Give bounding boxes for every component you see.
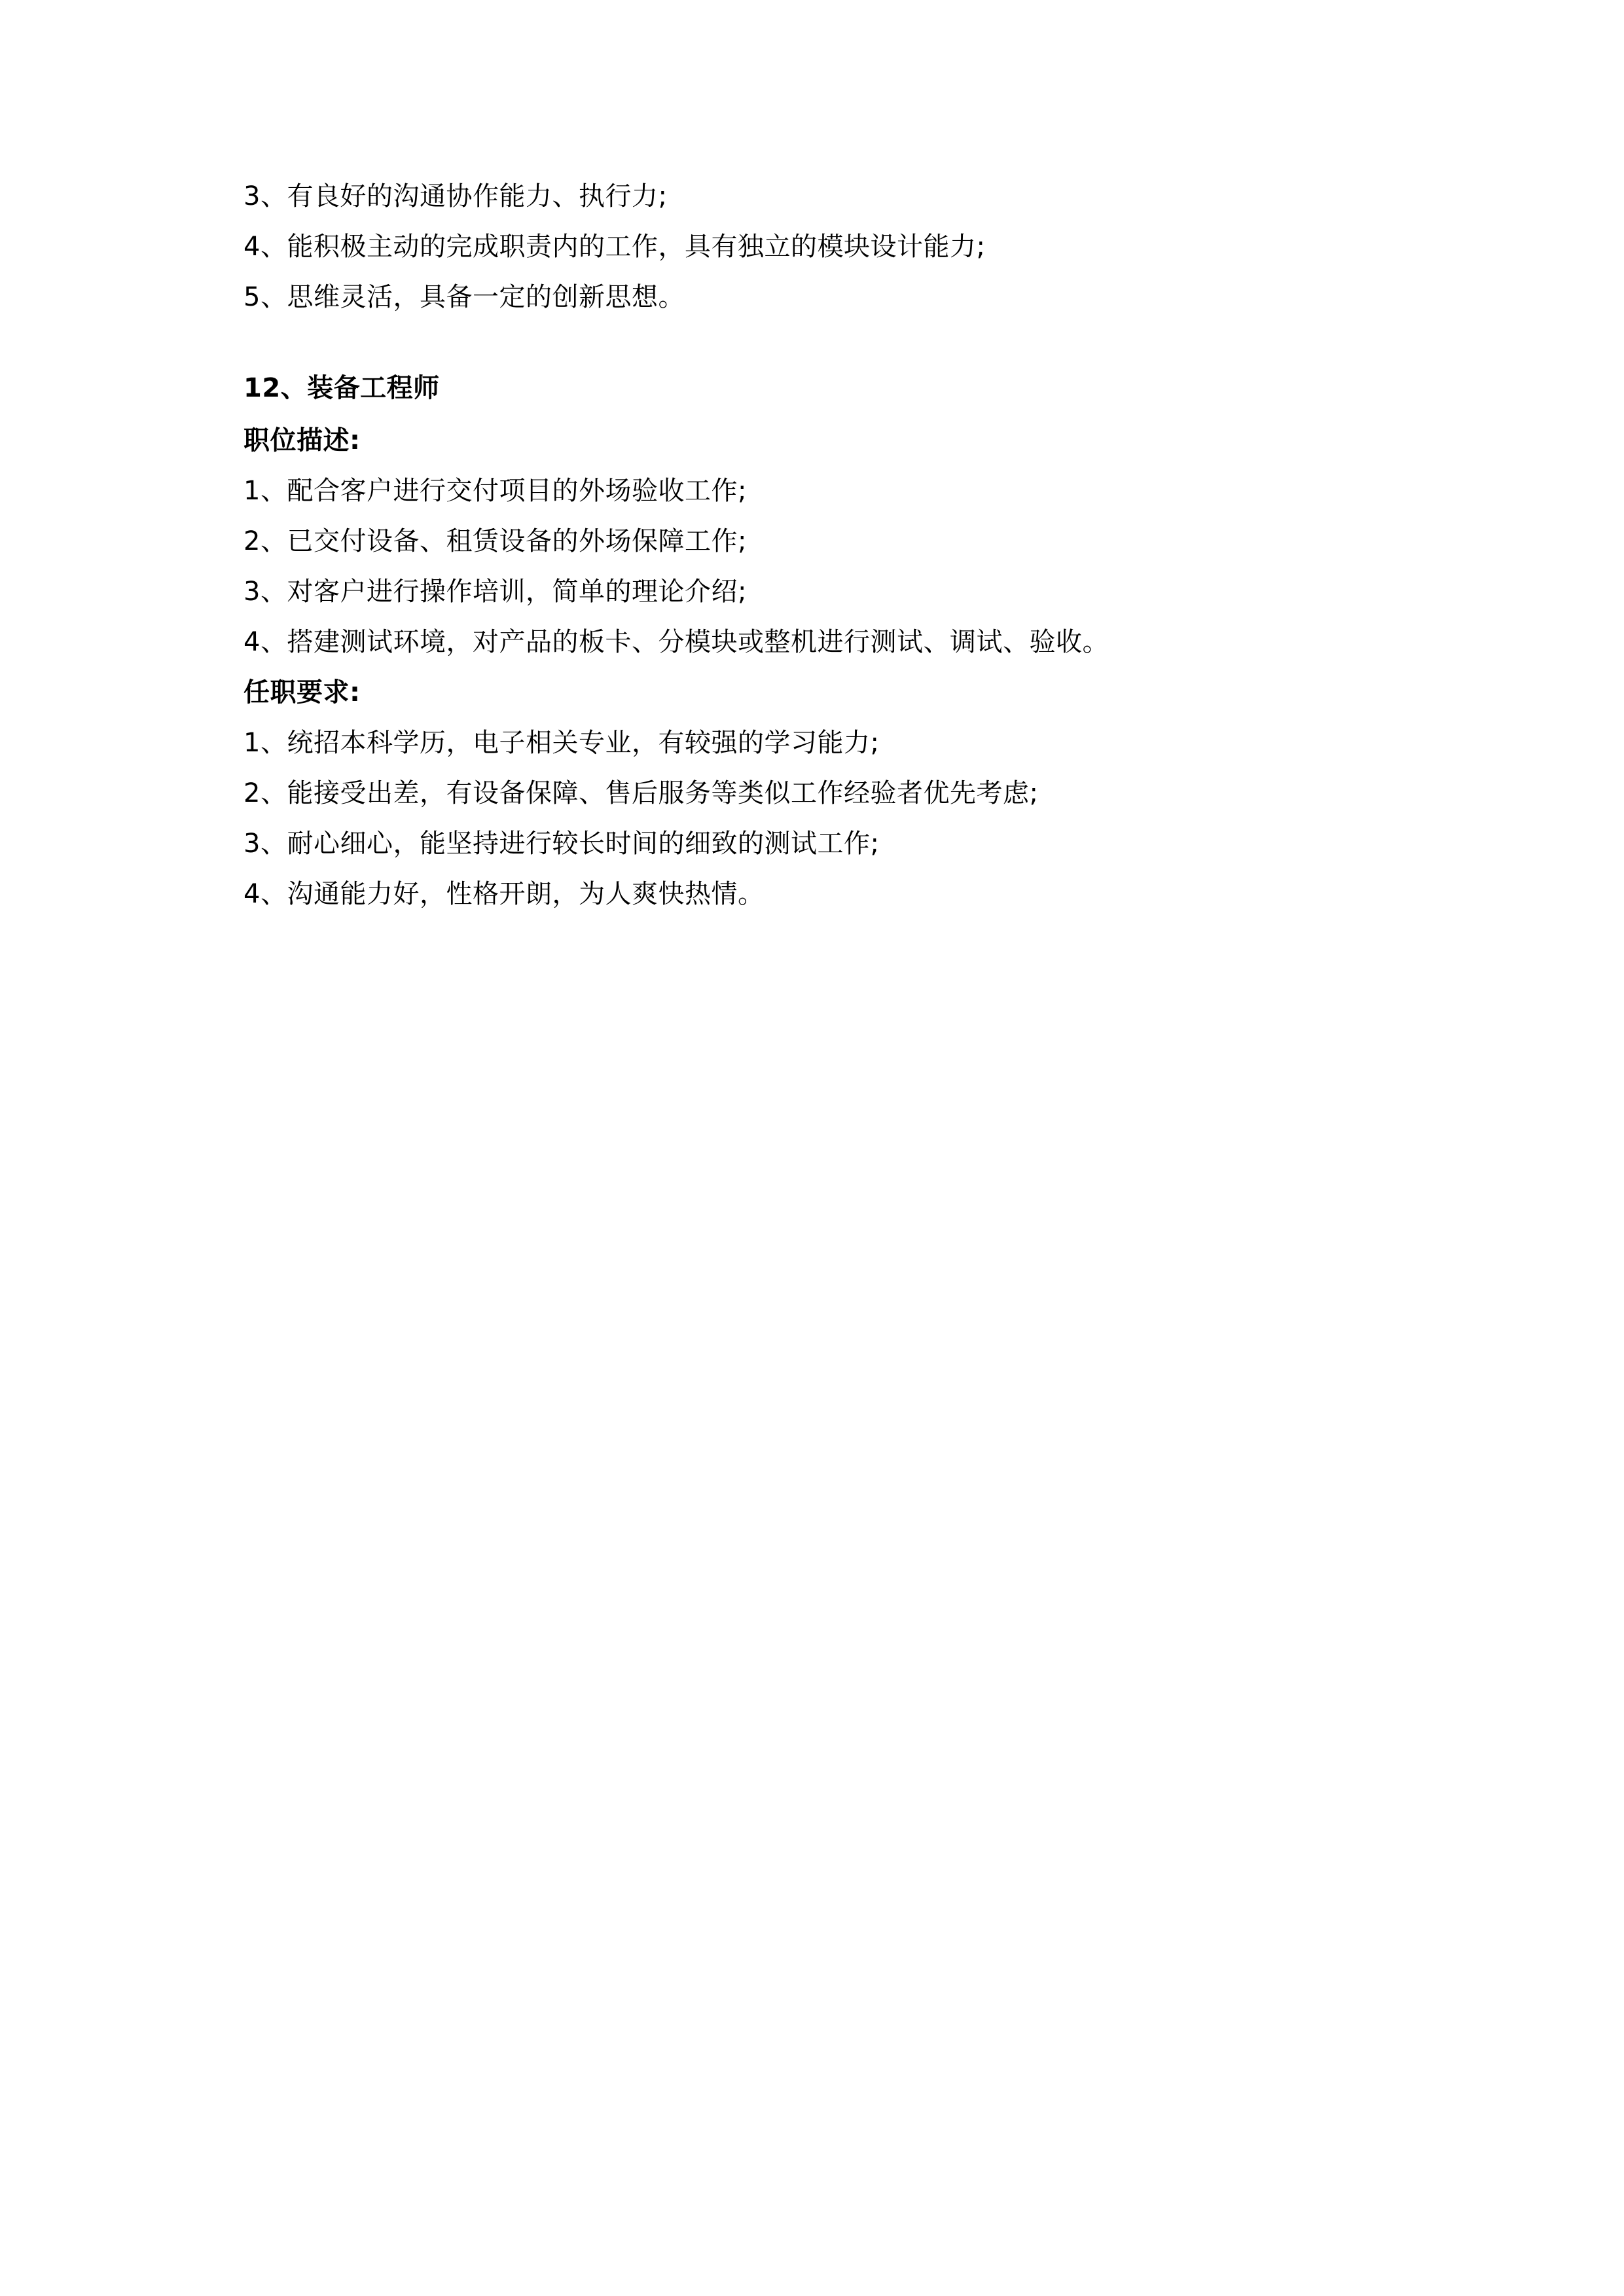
document-body (244, 183, 1422, 907)
section-spacer (244, 334, 1422, 375)
list-item: 4、能积极主动的完成职责内的工作，具有独立的模块设计能力; (244, 232, 986, 262)
subheading-job-description: 职位描述: (244, 425, 361, 456)
subheading-job-requirements: 任职要求: (244, 677, 361, 708)
list-item: 3、有良好的沟通协作能力、执行力; (244, 181, 668, 211)
list-item: 1、统招本科学历，电子相关专业，有较强的学习能力; (244, 728, 880, 758)
list-item: 5、思维灵活，具备一定的创新思想。 (244, 282, 685, 312)
section-heading-12: 12、装备工程师 (244, 373, 440, 403)
list-item: 2、能接受出差，有设备保障、售后服务等类似工作经验者优先考虑; (244, 778, 1039, 808)
list-item: 4、沟通能力好，性格开朗，为人爽快热情。 (244, 879, 765, 909)
list-item: 2、已交付设备、租赁设备的外场保障工作; (244, 526, 747, 556)
list-item: 4、搭建测试环境，对产品的板卡、分模块或整机进行测试、调试、验收。 (244, 627, 1109, 657)
list-item: 3、耐心细心，能坚持进行较长时间的细致的测试工作; (244, 829, 880, 859)
list-item: 3、对客户进行操作培训，简单的理论介绍; (244, 577, 747, 607)
list-item: 1、配合客户进行交付项目的外场验收工作; (244, 476, 747, 506)
